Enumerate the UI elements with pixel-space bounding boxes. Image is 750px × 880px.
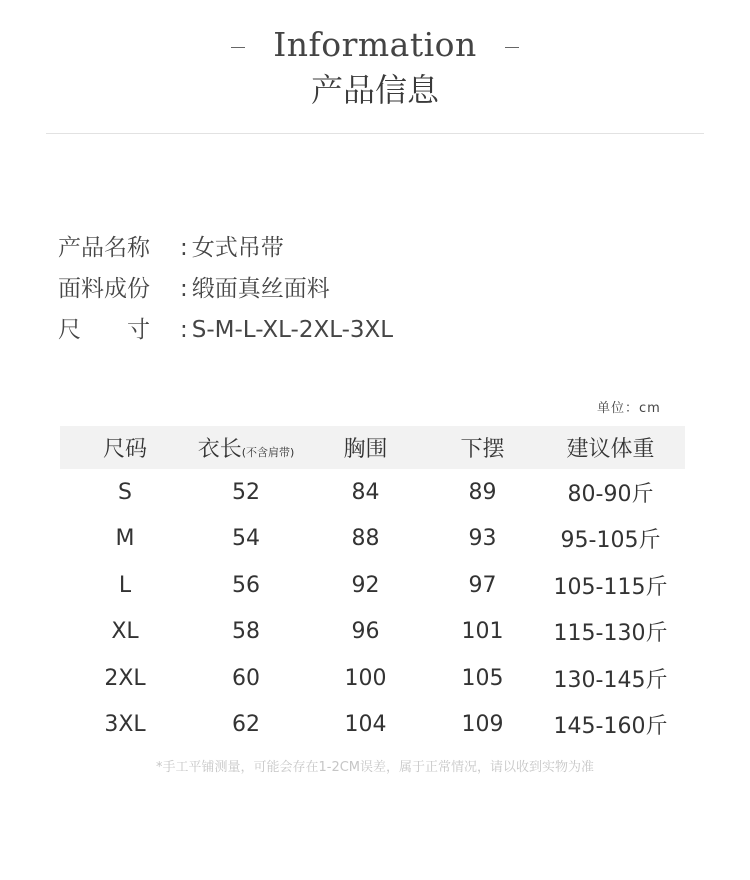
table-row xyxy=(60,655,685,702)
size-table xyxy=(60,426,685,748)
info-label: 面料成份 xyxy=(58,276,150,302)
left-dash xyxy=(231,47,245,48)
table-row xyxy=(60,562,685,609)
cell-bust: 104 xyxy=(344,712,387,738)
header-divider xyxy=(46,133,704,134)
cell-weight: 105-115斤 xyxy=(553,574,668,600)
cell-weight: 115-130斤 xyxy=(553,621,668,647)
info-separator: : xyxy=(180,235,188,261)
header-length-sub: (不含肩带) xyxy=(241,446,295,459)
cell-weight: 145-160斤 xyxy=(553,714,668,740)
cell-bust: 100 xyxy=(344,665,387,691)
info-label: 尺 寸 xyxy=(58,317,150,343)
cell-size: XL xyxy=(111,619,139,645)
table-row xyxy=(60,702,685,749)
info-value: S-M-L-XL-2XL-3XL xyxy=(191,317,394,343)
cell-hem: 93 xyxy=(468,526,497,552)
cell-size: S xyxy=(118,479,132,505)
title-cn: 产品信息 xyxy=(310,71,439,109)
cell-bust: 96 xyxy=(351,619,380,645)
cell-size: 3XL xyxy=(104,712,146,738)
cell-length: 54 xyxy=(232,526,260,552)
measurement-note: *手工平铺测量，可能会存在1-2CM误差，属于正常情况，请以收到实物为准 xyxy=(155,760,595,775)
header-bust-label: 胸围 xyxy=(343,437,388,462)
header-length-label: 衣长 xyxy=(197,437,242,462)
cell-hem: 101 xyxy=(461,619,504,645)
info-row-fabric xyxy=(58,271,393,312)
header-bust xyxy=(302,426,429,469)
table-row xyxy=(60,609,685,656)
cell-length: 56 xyxy=(232,572,260,598)
cell-length: 60 xyxy=(232,665,260,691)
cell-weight: 80-90斤 xyxy=(567,481,654,507)
info-separator: : xyxy=(180,276,188,302)
table-header-row xyxy=(60,426,685,469)
cell-hem: 105 xyxy=(461,665,504,691)
right-dash xyxy=(505,47,519,48)
cell-size: L xyxy=(118,572,132,598)
header-size-label: 尺码 xyxy=(102,437,147,462)
cell-bust: 88 xyxy=(351,526,380,552)
cell-size: 2XL xyxy=(104,665,146,691)
info-value: 女式吊带 xyxy=(191,235,284,261)
cell-length: 58 xyxy=(232,619,260,645)
title-en-row xyxy=(0,22,750,68)
page-header xyxy=(0,22,750,112)
header-hem-label: 下摆 xyxy=(460,437,505,462)
cell-size: M xyxy=(115,526,135,552)
header-weight xyxy=(536,426,685,469)
info-label: 产品名称 xyxy=(58,235,150,261)
table-row xyxy=(60,469,685,516)
unit-label: 单位：cm xyxy=(597,401,661,416)
info-row-name xyxy=(58,230,393,271)
cell-weight: 130-145斤 xyxy=(553,667,668,693)
cell-length: 62 xyxy=(232,712,260,738)
cell-weight: 95-105斤 xyxy=(560,528,661,554)
header-length xyxy=(190,426,302,469)
info-separator: : xyxy=(180,317,188,343)
title-en: Information xyxy=(273,25,477,64)
header-size xyxy=(60,426,190,469)
table-row xyxy=(60,516,685,563)
cell-hem: 89 xyxy=(468,479,497,505)
cell-hem: 97 xyxy=(468,572,497,598)
header-weight-label: 建议体重 xyxy=(566,437,655,462)
cell-hem: 109 xyxy=(461,712,504,738)
cell-bust: 84 xyxy=(351,479,380,505)
info-row-size xyxy=(58,312,393,353)
cell-bust: 92 xyxy=(351,572,380,598)
info-value: 缎面真丝面料 xyxy=(191,276,330,302)
cell-length: 52 xyxy=(232,479,260,505)
header-hem xyxy=(429,426,536,469)
product-info xyxy=(58,230,393,353)
